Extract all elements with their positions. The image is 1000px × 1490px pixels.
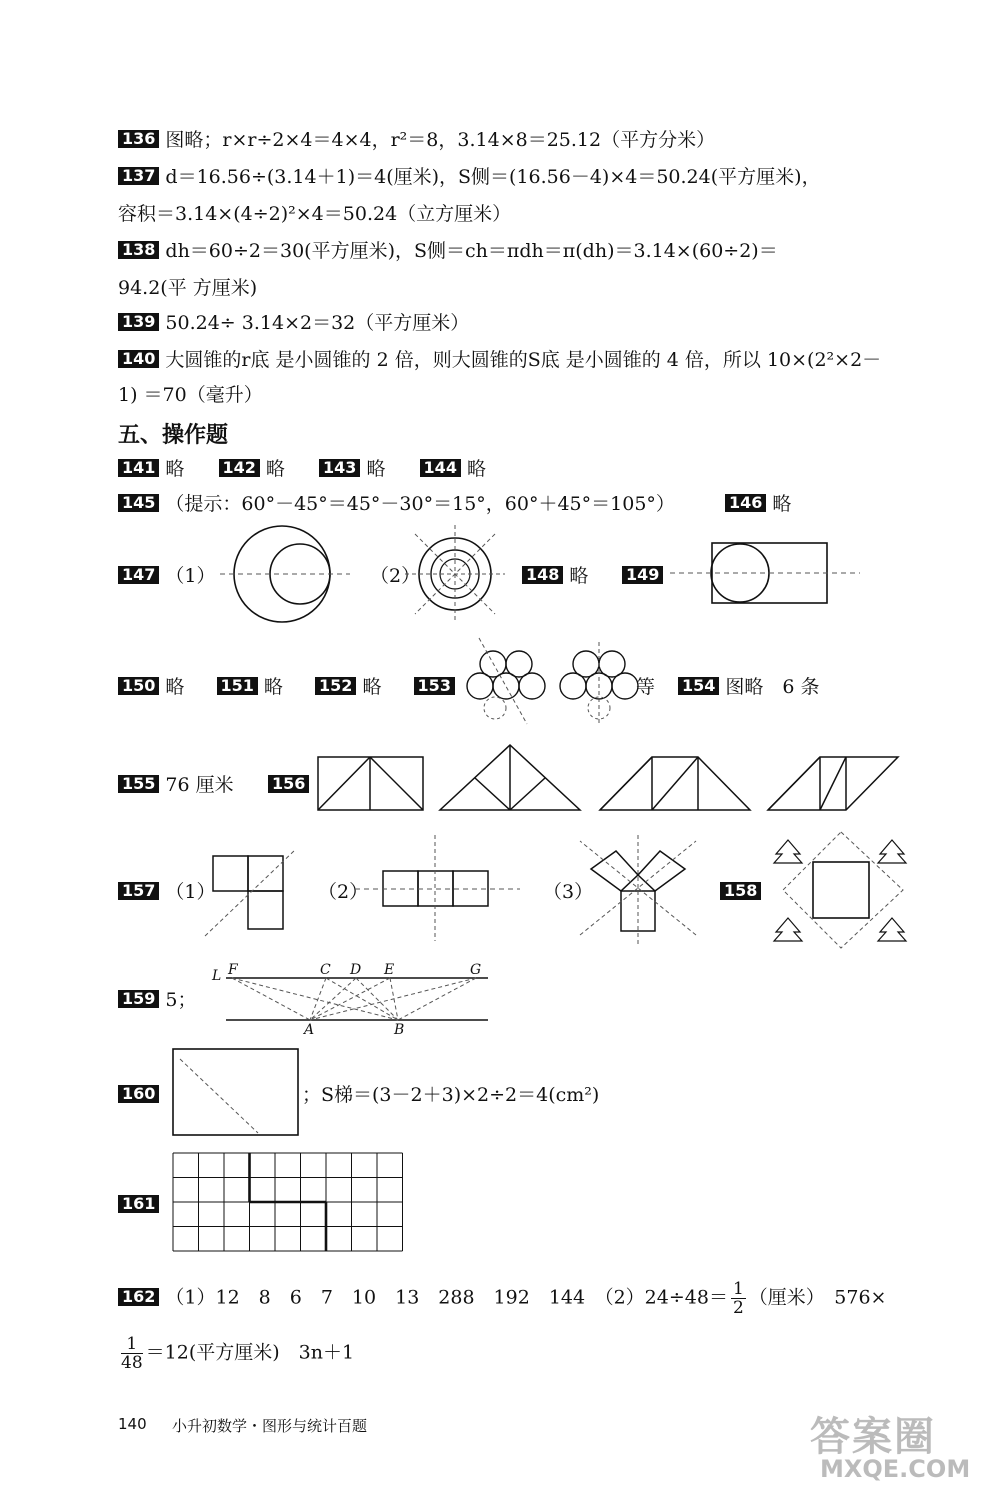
answer-147 [118,564,216,588]
answers-141-144 [118,457,486,481]
answer-153-suffix: 等 [636,676,656,698]
question-number: 156 [268,775,309,793]
question-number: 157 [118,882,159,900]
question-number: 137 [118,167,159,185]
answer-text: （提示：60°－45°＝45°－30°＝15°，60°＋45°＝105°） [165,493,675,515]
answer-157 [118,880,216,904]
figure-160 [172,1047,302,1139]
question-number: 142 [219,459,260,477]
question-number: 151 [217,677,258,695]
question-number: 160 [118,1085,159,1103]
answer-text: 略 [265,458,285,480]
question-number: 143 [319,459,360,477]
answer-text: 略 [263,676,283,698]
answer-145 [118,492,675,516]
answer-text: 略 [366,458,386,480]
answer-162 [118,1280,886,1317]
figure-147-2 [405,525,505,625]
answer-text: ＝12(平方厘米) 3n＋1 [145,1341,355,1364]
point-label: B [394,1022,405,1038]
figure-157-1 [205,848,305,938]
answer-138-cont [118,276,257,300]
point-label: G [470,962,482,978]
answer-text: 图略 6 条 [725,676,820,698]
figure-158 [770,830,915,950]
answer-155 [118,773,234,797]
question-number: 139 [118,313,159,331]
point-label: E [384,962,395,978]
answer-154 [678,675,820,699]
section-heading: 五、操作题 [118,423,229,448]
figure-157-2 [355,835,520,945]
question-number: 146 [725,494,766,512]
answer-156 [268,773,315,797]
answer-text: 5； [165,989,197,1011]
question-number: 150 [118,677,159,695]
watermark-logo: 答案圈 [810,1414,936,1460]
figure-159 [210,960,495,1040]
fraction-numerator: 1 [732,1279,744,1299]
answer-text: 略 [569,565,589,587]
fraction-numerator: 1 [121,1335,143,1354]
answer-159 [118,988,197,1012]
question-number: 136 [118,130,159,148]
answer-160 [118,1083,165,1107]
answers-150-153 [118,675,461,699]
answer-137-cont [118,202,511,226]
point-label: A [304,1022,315,1038]
figure-157-3 [570,835,700,950]
answer-162-cont [118,1335,354,1372]
answer-text: （1）12 8 6 7 10 13 288 192 144 （2）24÷48＝ [165,1286,728,1309]
answer-text: 图略；r×r÷2×4＝4×4，r²＝8，3.14×8＝25.12（平方分米） [165,129,716,151]
question-number: 141 [118,459,159,477]
part-label: （2） [370,565,421,587]
answer-text: 1) ＝70（毫升） [118,384,263,406]
part-label: （2） [318,881,369,903]
answer-text: ；S梯＝(3－2＋3)×2÷2＝4(cm²) [302,1084,600,1106]
answer-text: 大圆锥的r底 是小圆锥的 2 倍，则大圆锥的S底 是小圆锥的 4 倍，所以 10×(2²×2－ [165,349,882,371]
question-number: 161 [118,1195,159,1213]
point-label: F [228,962,238,978]
answer-text: 略 [466,458,486,480]
question-number: 147 [118,566,159,584]
question-number: 162 [118,1288,159,1306]
answer-text: d＝16.56÷(3.14＋1)＝4(厘米)，S侧＝(16.56－4)×4＝50.24(平方厘米)， [165,166,821,188]
answer-text: 容积＝3.14×(4÷2)²×4＝50.24（立方厘米） [118,203,512,225]
answer-149 [622,564,669,588]
answer-138 [118,239,778,263]
question-number: 149 [622,566,663,584]
watermark-url: MXQE.COM [820,1455,971,1483]
answer-text: 76 厘米 [165,774,234,796]
answer-text: 略 [165,676,185,698]
question-number: 144 [420,459,461,477]
question-number: 159 [118,990,159,1008]
fraction [121,1335,143,1372]
figure-156 [318,743,898,813]
part-label: （1） [165,881,216,903]
question-number: 154 [678,677,719,695]
answer-text: 略 [362,676,382,698]
answer-text: （厘米） 576× [748,1286,887,1309]
figure-153-b [558,636,638,726]
answer-137 [118,165,821,189]
answer-139 [118,311,469,335]
question-number: 148 [522,566,563,584]
figure-149 [670,540,865,610]
part-label: （1） [165,565,216,587]
figure-153-a [465,636,545,726]
figure-161-grid [172,1152,402,1254]
answer-136 [118,128,715,152]
answer-text: 略 [165,458,185,480]
point-label: D [350,962,362,978]
answer-140-cont [118,383,263,407]
part-label: （3） [543,881,594,903]
question-number: 152 [315,677,356,695]
answer-text: 50.24÷ 3.14×2＝32（平方厘米） [165,312,470,334]
question-number: 145 [118,494,159,512]
figure-147-1 [220,525,360,625]
answer-140 [118,348,881,372]
answer-161 [118,1193,165,1217]
point-label: L [212,968,222,984]
question-number: 138 [118,241,159,259]
answer-148 [522,564,588,588]
fraction-denominator: 2 [732,1298,744,1318]
question-number: 153 [414,677,455,695]
question-number: 140 [118,350,159,368]
question-number: 158 [720,882,761,900]
answer-158 [720,880,767,904]
watermark [800,1405,990,1485]
fraction [731,1280,746,1317]
question-number: 155 [118,775,159,793]
answer-text: 略 [772,493,792,515]
point-label: C [320,962,331,978]
answer-text: 94.2(平 方厘米) [118,277,258,299]
fraction-denominator: 48 [121,1353,143,1373]
page-number: 140 [118,1415,147,1433]
answer-146 [725,492,791,516]
answer-text: dh＝60÷2＝30(平方厘米)，S侧＝ch＝πdh＝π(dh)＝3.14×(60÷2)＝ [165,240,778,262]
book-title: 小升初数学・图形与统计百题 [172,1417,368,1435]
